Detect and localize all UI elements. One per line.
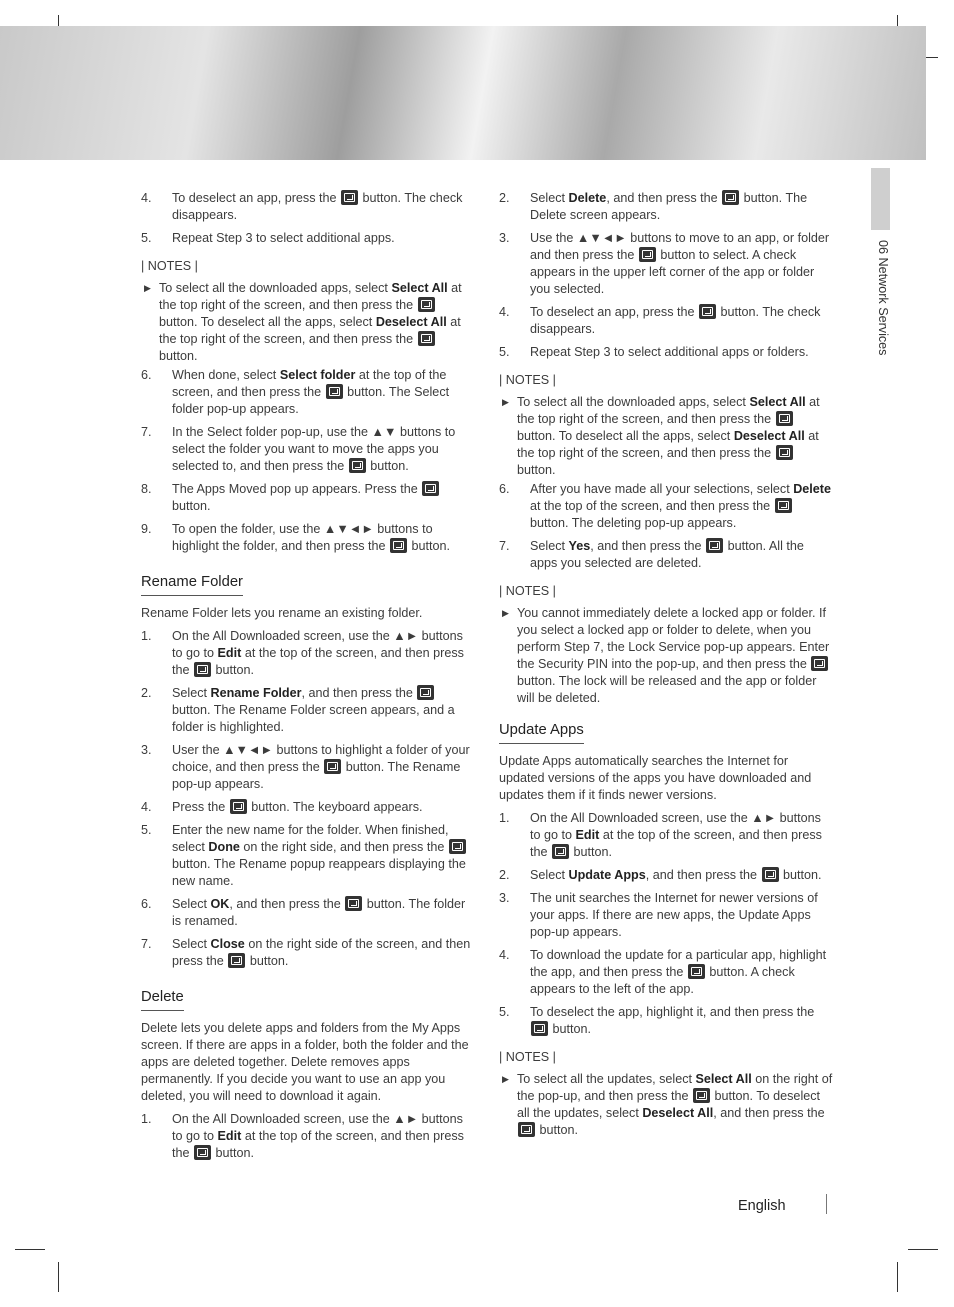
step-item: 5. Enter the new name for the folder. When finished, select Done on the right side, and then press the button. The Rename popup reappears displaying the new name. <box>141 823 466 888</box>
enter-button-icon <box>345 896 362 911</box>
step-item: 2. Select Delete, and then press the button. The Delete screen appears. <box>499 191 808 222</box>
enter-button-icon <box>706 538 723 553</box>
section-intro: Update Apps automatically searches the Internet for updated versions of the apps you have downloaded and updates them if it finds newer versions. <box>499 754 812 802</box>
enter-button-icon <box>341 190 358 205</box>
section-heading-rename-folder: Rename Folder <box>141 572 243 596</box>
step-item: 2. Select Update Apps, and then press the button. <box>499 868 822 882</box>
step-item: 4. To deselect an app, press the button. The check disappears. <box>141 191 463 222</box>
crop-mark <box>15 1249 45 1250</box>
enter-button-icon <box>552 844 569 859</box>
section-heading-update-apps: Update Apps <box>499 720 584 744</box>
crop-mark <box>908 1249 938 1250</box>
step-item: 4. To deselect an app, press the button. The check disappears. <box>499 305 821 336</box>
enter-button-icon <box>417 685 434 700</box>
triangle-bullet-icon: ▶ <box>502 397 509 407</box>
enter-button-icon <box>194 662 211 677</box>
step-item: 7. Select Yes, and then press the button. All the apps you selected are deleted. <box>499 539 804 570</box>
step-item: 5. Repeat Step 3 to select additional apps. <box>141 231 395 245</box>
enter-button-icon <box>688 964 705 979</box>
step-item: 1. On the All Downloaded screen, use the ▲► buttons to go to Edit at the top of the screen, and then press the button. <box>141 629 464 677</box>
enter-button-icon <box>639 247 656 262</box>
step-item: 9. To open the folder, use the ▲▼◄► buttons to highlight the folder, and then press the button. <box>141 522 451 553</box>
enter-button-icon <box>418 331 435 346</box>
step-item: 3. Use the ▲▼◄► buttons to move to an app, or folder and then press the button to select. A check appears in the upper left corner of the app or folder you selected. <box>499 231 830 296</box>
notes-heading: | NOTES | <box>499 1050 556 1064</box>
right-column <box>499 190 833 1141</box>
enter-button-icon <box>230 799 247 814</box>
notes-heading: | NOTES | <box>499 584 556 598</box>
enter-button-icon <box>418 297 435 312</box>
step-item: 1. On the All Downloaded screen, use the ▲► buttons to go to Edit at the top of the screen, and then press the button. <box>499 811 822 859</box>
step-item: 3. The unit searches the Internet for newer versions of your apps. If there are new apps, the Update Apps pop-up appears. <box>499 891 818 939</box>
enter-button-icon <box>449 839 466 854</box>
step-item: 2. Select Rename Folder, and then press the button. The Rename Folder screen appears, and a folder is highlighted. <box>141 686 455 734</box>
triangle-bullet-icon: ▶ <box>502 608 509 618</box>
enter-button-icon <box>722 190 739 205</box>
step-item: 7. Select Close on the right side of the screen, and then press the button. <box>141 937 471 968</box>
enter-button-icon <box>326 384 343 399</box>
triangle-bullet-icon: ▶ <box>502 1074 509 1084</box>
step-item: 5. Repeat Step 3 to select additional apps or folders. <box>499 345 809 359</box>
header-banner <box>0 26 926 160</box>
enter-button-icon <box>776 445 793 460</box>
step-item: 6. Select OK, and then press the button. The folder is renamed. <box>141 897 466 928</box>
note-item: ▶ To select all the downloaded apps, select Select All at the top right of the screen, and then press the button. To deselect all the apps, select Deselect All at the top right of the screen, and then press the button. <box>144 281 462 363</box>
note-item: ▶ You cannot immediately delete a locked app or folder. If you select a locked app or folder to delete, when you perform Step 7, the Lock Service pop-up appears. Enter the Security PIN into the pop-up, and then press the button. The lock will be released and the app or folder will be deleted. <box>502 606 830 705</box>
page-number-divider <box>826 1194 827 1214</box>
enter-button-icon <box>693 1088 710 1103</box>
enter-button-icon <box>228 953 245 968</box>
page-language-label: English <box>738 1198 786 1214</box>
section-intro: Rename Folder lets you rename an existing folder. <box>141 606 423 620</box>
notes-heading: | NOTES | <box>141 259 198 273</box>
step-item: 8. The Apps Moved pop up appears. Press the button. <box>141 481 475 515</box>
crop-mark <box>897 1262 898 1292</box>
triangle-bullet-icon: ▶ <box>144 283 151 293</box>
notes-heading: | NOTES | <box>499 373 556 387</box>
step-item: 4. To download the update for a particular app, highlight the app, and then press the button. A check appears to the left of the app. <box>499 948 827 996</box>
enter-button-icon <box>422 481 439 496</box>
left-column <box>141 190 475 1168</box>
enter-button-icon <box>699 304 716 319</box>
section-intro: Delete lets you delete apps and folders from the My Apps screen. If there are apps in a folder, both the folder and the apps are deleted together. Delete removes apps permanently. If you decide you want to use an app you deleted, you will need to download it again. <box>141 1021 469 1103</box>
step-item: 1. On the All Downloaded screen, use the ▲► buttons to go to Edit at the top of the screen, and then press the button. <box>141 1112 464 1160</box>
enter-button-icon <box>324 759 341 774</box>
enter-button-icon <box>531 1021 548 1036</box>
step-item: 5. To deselect the app, highlight it, and then press the button. <box>499 1005 815 1036</box>
enter-button-icon <box>775 498 792 513</box>
enter-button-icon <box>762 867 779 882</box>
enter-button-icon <box>349 458 366 473</box>
chapter-tab <box>871 168 890 230</box>
chapter-label: 06 Network Services <box>876 240 890 356</box>
enter-button-icon <box>194 1145 211 1160</box>
note-item: ▶ To select all the downloaded apps, select Select All at the top right of the screen, and then press the button. To deselect all the apps, select Deselect All at the top right of the screen, and then press the button. <box>502 395 820 477</box>
section-heading-delete: Delete <box>141 987 184 1011</box>
enter-button-icon <box>776 411 793 426</box>
step-item: 4. Press the button. The keyboard appears. <box>141 800 423 814</box>
step-item: 3. User the ▲▼◄► buttons to highlight a folder of your choice, and then press the button. The Rename pop-up appears. <box>141 743 470 791</box>
crop-mark <box>58 1262 59 1292</box>
enter-button-icon <box>811 656 828 671</box>
step-item: 7. In the Select folder pop-up, use the ▲▼ buttons to select the folder you want to move the apps you selected to, and then press the button. <box>141 425 456 473</box>
enter-button-icon <box>518 1122 535 1137</box>
enter-button-icon <box>390 538 407 553</box>
step-item: 6. After you have made all your selections, select Delete at the top of the screen, and then press the button. The deleting pop-up appears. <box>499 482 832 530</box>
step-item: 6. When done, select Select folder at the top of the screen, and then press the button. The Select folder pop-up appears. <box>141 368 450 416</box>
note-item: ▶ To select all the updates, select Select All on the right of the pop-up, and then press the button. To deselect all the updates, select Deselect All, and then press the button. <box>502 1072 833 1137</box>
